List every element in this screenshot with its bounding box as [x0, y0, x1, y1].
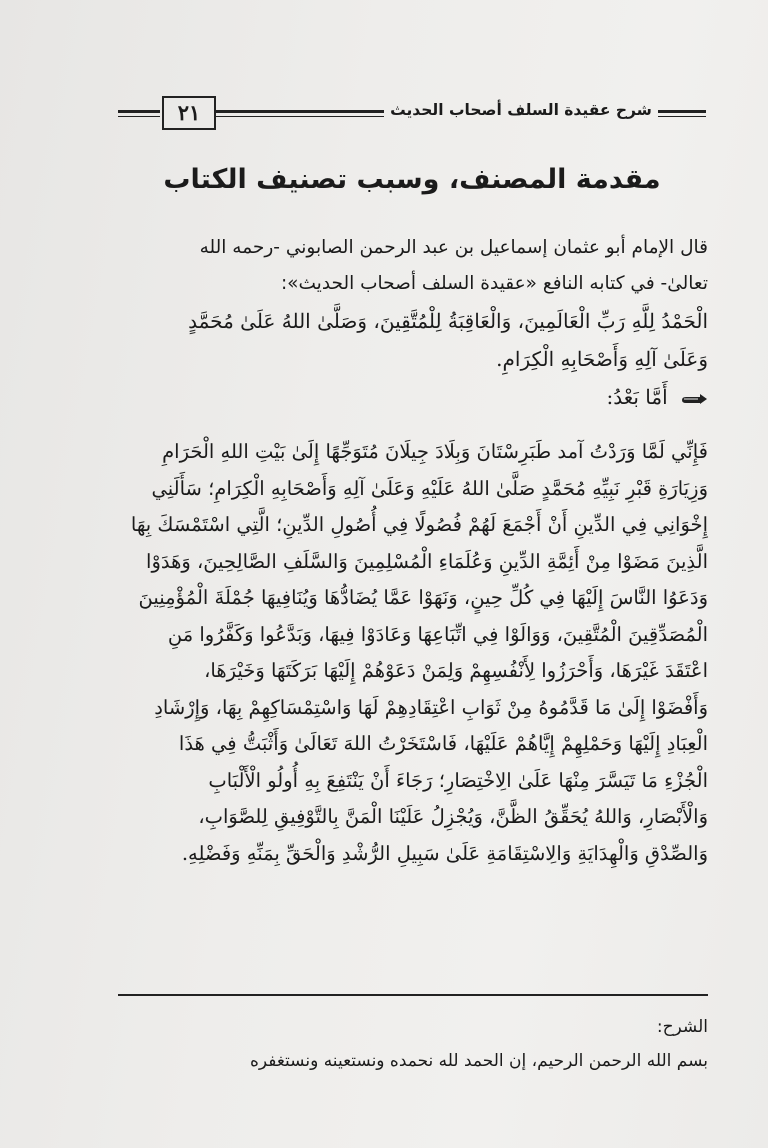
main-line: وَدَعَوُا النَّاسَ إِلَيْهَا فِي كُلِّ حِينٍ، وَنَهَوْا عَمَّا يُضَادُّهَا وَيُنَافِيهَا جُمْلَةَ الْمُؤْمِنِينَ: [138, 586, 708, 609]
commentary-label: الشرح:: [656, 1017, 708, 1037]
main-line: الْعِبَادِ إِلَيْهَا وَحَمْلِهِمْ إِيَّاهُمْ عَلَيْهَا، فَاسْتَخَرْتُ اللهَ تَعَالَىٰ وَأَثْبَتُّ فِي هَذَا: [178, 732, 708, 755]
main-line: إِخْوَانِي فِي الدِّينِ أَنْ أَجْمَعَ لَهُمْ فُصُولًا فِي أُصُولِ الدِّينِ؛ الَّتِي اسْتَمْسَكَ بِهَا: [130, 513, 708, 536]
intro-paragraph: [118, 230, 708, 302]
main-line: الْجُزْءِ مَا تَيَسَّرَ مِنْهَا عَلَىٰ الِاخْتِصَارِ؛ رَجَاءَ أَنْ يَنْتَفِعَ بِهِ أُولُو الْأَلْبَابِ: [208, 768, 708, 792]
intro-line: تعالىٰ- في كتابه النافع «عقيدة السلف أصحاب الحديث»:: [280, 273, 708, 294]
running-header: [118, 96, 706, 132]
main-paragraph: [118, 434, 708, 872]
doxology-line: وَعَلَىٰ آلِهِ وَأَصْحَابِهِ الْكِرَامِ.: [496, 347, 708, 371]
header-rule-middle: [214, 110, 384, 113]
intro-line: قال الإمام أبو عثمان إسماعيل بن عبد الرحمن الصابوني -رحمه الله: [199, 237, 708, 258]
section-heading: مقدمة المصنف، وسبب تصنيف الكتاب: [163, 164, 661, 195]
main-line: الْمُصَدِّقِينَ الْمُتَّقِينَ، وَوَالَوْا فِي اتِّبَاعِهَا وَعَادَوْا فِيهَا، وَبَدَّعُوا وَكَفَّرُوا مَنِ: [167, 622, 708, 646]
amma-baad-line: [118, 378, 708, 416]
main-line: وَالْأَبْصَارِ، وَاللهُ يُحَقِّقُ الظَّنَّ، وَيُجْزِلُ عَلَيْنَا الْمَنَّ بِالتَّوْفِيقِ لِلصَّوَابِ،: [198, 805, 708, 828]
doxology-line: الْحَمْدُ لِلَّهِ رَبِّ الْعَالَمِينَ، وَالْعَاقِبَةُ لِلْمُتَّقِينَ، وَصَلَّىٰ اللهُ عَلَىٰ مُحَمَّدٍ: [188, 309, 708, 333]
main-line: فَإِنِّي لَمَّا وَرَدْتُ آمد طَبَرِسْتَانَ وَبِلَادَ جِيلَانَ مُتَوَجِّهًا إِلَىٰ بَيْتِ اللهِ الْحَرَامِ: [162, 440, 708, 463]
main-line: اعْتَقَدَ غَيْرَهَا، وَأَحْرَزُوا لِأَنْفُسِهِمْ وَلِمَنْ دَعَوْهُمْ إِلَيْهَا بَرَكَتَهَا وَخَيْرَهَا،: [204, 659, 708, 682]
header-rule-right: [658, 110, 706, 113]
commentary-text: بسم الله الرحمن الرحيم، إن الحمد لله نحمده ونستعينه ونستغفره: [249, 1051, 708, 1071]
amma-baad-text: أَمَّا بَعْدُ:: [606, 385, 668, 409]
running-title: شرح عقيدة السلف أصحاب الحديث: [390, 101, 652, 119]
main-line: وَزِيَارَةِ قَبْرِ نَبِيِّهِ مُحَمَّدٍ صَلَّىٰ اللهُ عَلَيْهِ وَعَلَىٰ آلِهِ وَأَصْحَابِهِ الْكِرَامِ؛ سَأَلَنِي: [151, 476, 708, 500]
footnote-divider: [118, 994, 708, 996]
pointing-hand-icon: [680, 391, 708, 407]
doxology-paragraph: [118, 302, 708, 378]
main-line: الَّذِينَ مَضَوْا مِنْ أَئِمَّةِ الدِّينِ وَعُلَمَاءِ الْمُسْلِمِينَ وَالسَّلَفِ الصَّالِحِينَ، وَهَدَوْا: [146, 549, 708, 573]
main-line: وَالصِّدْقِ وَالْهِدَايَةِ وَالِاسْتِقَامَةِ عَلَىٰ سَبِيلِ الرُّشْدِ وَالْحَقِّ بِمَنِّهِ وَفَضْلِهِ.: [181, 841, 708, 865]
page-number: ٢١: [162, 96, 216, 130]
main-line: وَأَفْضَوْا إِلَىٰ مَا قَدَّمُوهُ مِنْ ثَوَابِ اعْتِقَادِهِمْ لَهَا وَاسْتِمْسَاكِهِمْ بِهَا، وَإِرْشَادِ: [154, 695, 708, 719]
header-rule-left: [118, 110, 160, 113]
